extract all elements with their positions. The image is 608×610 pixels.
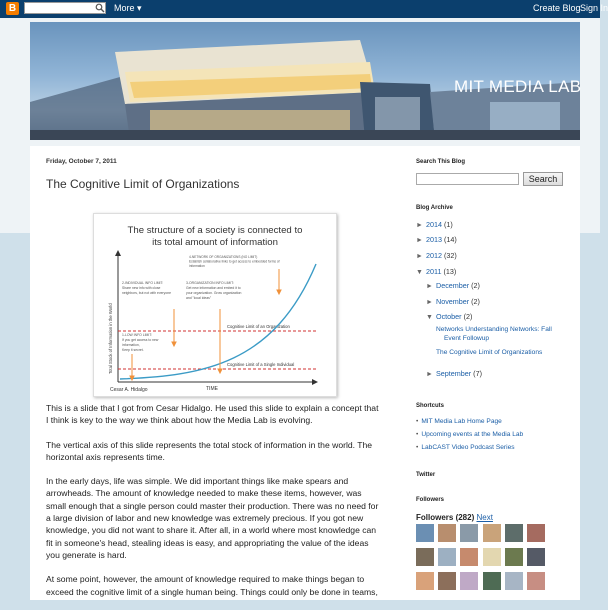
post-paragraph: In the early days, life was simple. We did important things like make spears and arrowheads. The amount of knowledge needed to make these items, however, was small enough that a single person could master their production. There was no need for a large division of labor and new knowledge was extremely precious. If you got new knowledge, you did not want to share it. After all, in a world where most knowledge can fit in someone's head, stealing ideas is easy, and appropriating the value of the ideas you generate is hard.	[46, 476, 379, 560]
blogger-navbar	[0, 0, 608, 18]
sign-in-link[interactable]: Sign In	[580, 3, 608, 13]
follower-avatar[interactable]	[527, 524, 545, 542]
post-paragraph: The vertical axis of this slide represents the total stock of information in the world. The horizontal axis represents time.	[46, 439, 373, 462]
follower-avatar[interactable]	[460, 572, 478, 590]
note-individual-3: neighbors, but not with everyone	[122, 291, 172, 295]
follower-avatar[interactable]	[416, 572, 434, 590]
archive-post-link-1[interactable]: Networks Understanding Networks: Fall	[436, 326, 552, 333]
follower-avatar[interactable]	[416, 524, 434, 542]
archive-item-october[interactable]: ▼ October (2)	[426, 312, 473, 321]
follower-avatar[interactable]	[505, 524, 523, 542]
followers-heading: Followers	[416, 497, 445, 503]
y-axis-label: Total Stock of Information in the World	[108, 303, 113, 374]
note-network-1: 4-NETWORK OF ORGANIZATIONS (NO LIMIT)	[189, 255, 258, 259]
follower-avatar[interactable]	[527, 572, 545, 590]
note-low-4: Keep it secret.	[122, 348, 144, 352]
archive-item-2011[interactable]: ▼ 2011 (13)	[416, 267, 457, 276]
archive-item-november[interactable]: ► November (2)	[426, 297, 480, 306]
note-low-3: information,	[122, 343, 140, 347]
note-individual-1: 2-INDIVIDUAL INFO LIMIT:	[122, 281, 164, 285]
post-paragraph: At some point, however, the amount of knowledge required to make things began to exceed the cognitive limit of a single human being. Things could only be done in teams,	[46, 574, 378, 597]
note-network-3: information	[189, 264, 205, 268]
blogger-logo-icon[interactable]: B	[6, 2, 19, 15]
individual-limit-label: Cognitive Limit of a Single Individual	[227, 362, 295, 367]
blog-header[interactable]	[30, 22, 580, 140]
collapse-arrow-icon[interactable]: ▼	[416, 269, 423, 276]
create-blog-link[interactable]: Create Blog	[533, 3, 581, 13]
expand-arrow-icon[interactable]: ►	[426, 283, 433, 290]
follower-avatar[interactable]	[505, 548, 523, 566]
post-paragraph: This is a slide that I got from Cesar Hidalgo. He used this slide to explain a concept that I think is key to the way we think about how the Media Lab is evolving.	[46, 403, 379, 426]
content-area	[30, 146, 580, 600]
shortcuts-heading: Shortcuts	[416, 403, 445, 409]
followers-count: Followers (282) Next	[416, 513, 493, 522]
collapse-arrow-icon[interactable]: ▼	[426, 314, 433, 321]
twitter-heading: Twitter	[416, 472, 436, 478]
shortcut-link-labcast[interactable]: • LabCAST Video Podcast Series	[416, 444, 515, 451]
archive-item-december[interactable]: ► December (2)	[426, 281, 480, 290]
more-menu[interactable]: More ▾	[114, 3, 142, 13]
note-low-1: 1-LOW INFO LIMIT:	[122, 333, 152, 337]
followers-next-link[interactable]: Next	[476, 513, 493, 522]
follower-avatar[interactable]	[483, 548, 501, 566]
expand-arrow-icon[interactable]: ►	[426, 371, 433, 378]
search-heading: Search This Blog	[416, 159, 466, 165]
shortcut-link-home[interactable]: • MIT Media Lab Home Page	[416, 418, 502, 425]
x-axis-label: TIME	[206, 386, 218, 392]
archive-item-2012[interactable]: ► 2012 (32)	[416, 251, 457, 260]
slide-title-line1: The structure of a society is connected to	[127, 225, 303, 236]
follower-avatar[interactable]	[460, 548, 478, 566]
archive-item-2013[interactable]: ► 2013 (14)	[416, 235, 457, 244]
post-body	[46, 402, 381, 610]
expand-arrow-icon[interactable]: ►	[416, 222, 423, 229]
note-organization-3: your organization. Grow organization	[186, 291, 242, 295]
follower-avatar[interactable]	[527, 548, 545, 566]
shortcut-link-events[interactable]: • Upcoming events at the Media Lab	[416, 431, 524, 438]
expand-arrow-icon[interactable]: ►	[416, 237, 423, 244]
post-slide-image[interactable]	[93, 213, 337, 397]
archive-item-2014[interactable]: ► 2014 (1)	[416, 220, 453, 229]
bullet-icon: •	[416, 418, 419, 425]
note-organization-2: Get new information and embed it to	[186, 286, 241, 290]
search-button[interactable]: Search	[523, 172, 563, 186]
bullet-icon: •	[416, 431, 419, 438]
follower-avatar[interactable]	[438, 548, 456, 566]
slide-credit: Cesar A. Hidalgo	[110, 387, 148, 393]
note-organization-4: and "local ideas"	[186, 296, 212, 300]
blog-title[interactable]: MIT MEDIA LAB	[454, 77, 582, 96]
post-title[interactable]: The Cognitive Limit of Organizations	[46, 177, 240, 191]
navbar-search-input[interactable]	[24, 2, 106, 14]
expand-arrow-icon[interactable]: ►	[426, 299, 433, 306]
slide-title-line2: its total amount of information	[152, 237, 278, 248]
note-low-2: If you get access to new	[122, 338, 159, 342]
follower-avatar[interactable]	[438, 572, 456, 590]
follower-avatar[interactable]	[416, 548, 434, 566]
archive-post-link-2[interactable]: The Cognitive Limit of Organizations	[436, 349, 543, 356]
post-date: Friday, October 7, 2011	[46, 158, 117, 165]
follower-avatar[interactable]	[483, 524, 501, 542]
sidebar-search-input[interactable]	[416, 173, 519, 185]
slide-diagram	[94, 214, 336, 396]
note-network-2: Establish collaborative links to get access to embedded forms of	[189, 259, 280, 264]
note-organization-1: 3-ORGANIZATION INFO LIMIT:	[186, 281, 234, 285]
follower-avatar[interactable]	[460, 524, 478, 542]
note-individual-2: Share new info with close	[122, 286, 161, 290]
archive-item-september[interactable]: ► September (7)	[426, 369, 482, 378]
follower-avatar[interactable]	[438, 524, 456, 542]
archive-post-link-1-cont[interactable]: Event Followup	[444, 335, 490, 342]
follower-avatar[interactable]	[483, 572, 501, 590]
expand-arrow-icon[interactable]: ►	[416, 253, 423, 260]
search-icon[interactable]	[95, 3, 105, 13]
archive-heading: Blog Archive	[416, 205, 453, 211]
organization-limit-label: Cognitive Limit of an Organization	[227, 324, 290, 329]
follower-avatar[interactable]	[505, 572, 523, 590]
bullet-icon: •	[416, 444, 419, 451]
